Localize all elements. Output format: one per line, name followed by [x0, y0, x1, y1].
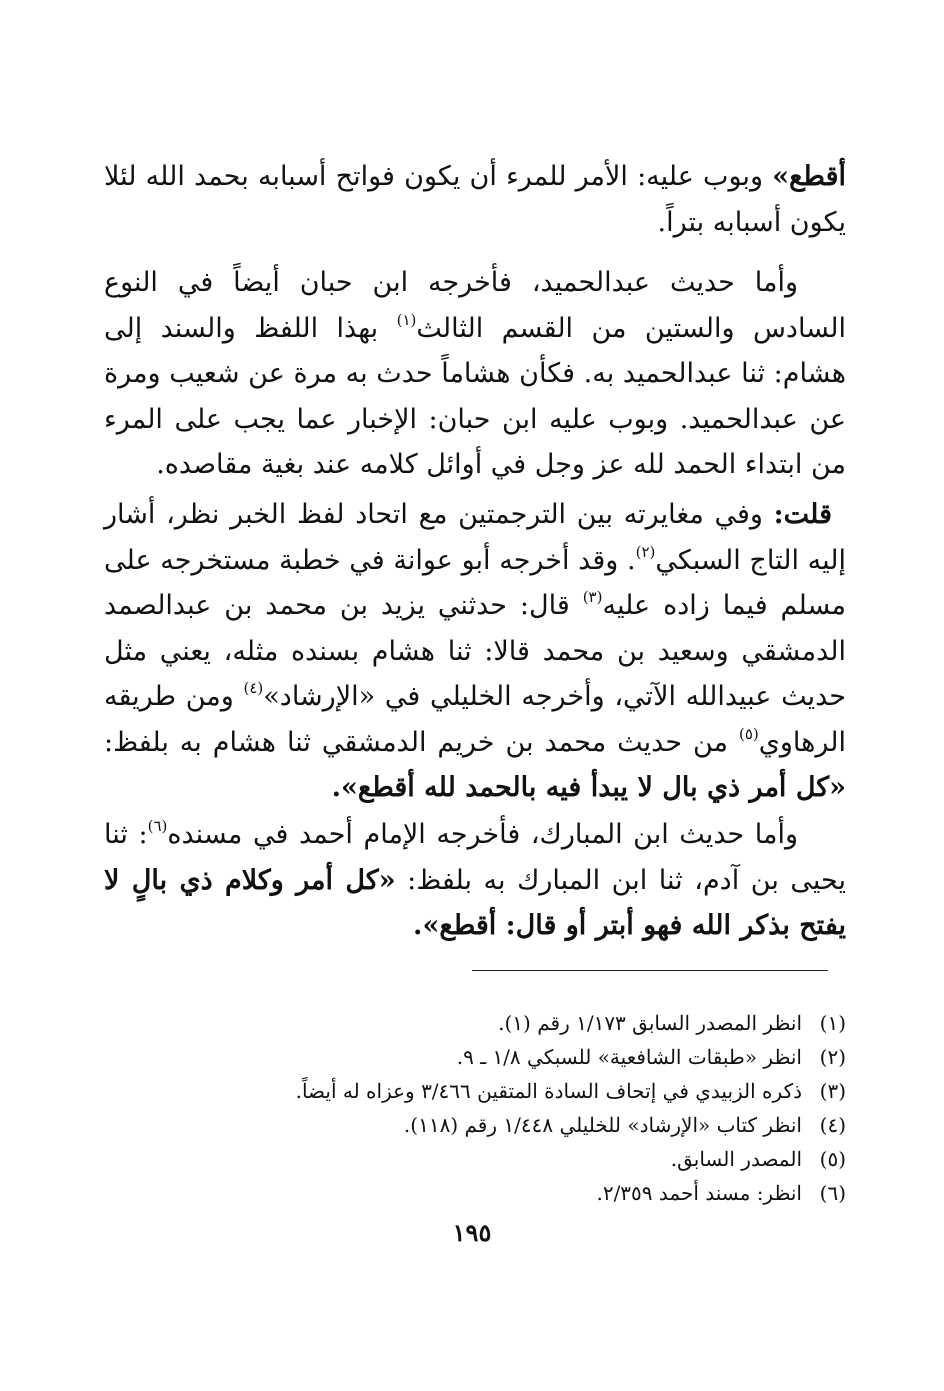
footnote-number: (٥) — [819, 1147, 846, 1171]
footnote-text: انظر: مسند أحمد ٢/٣٥٩. — [596, 1181, 802, 1205]
footnote-ref-4[interactable]: (٤) — [243, 679, 264, 697]
footnote-6 — [250, 1176, 846, 1210]
footnote-ref-3[interactable]: (٣) — [582, 588, 603, 606]
qult-label: قلت: — [773, 499, 832, 530]
footnote-separator — [472, 970, 828, 971]
paragraph-4-text-a: وأما حديث ابن المبارك، فأخرجه الإمام أحمد في مسنده — [167, 819, 798, 850]
footnote-5 — [250, 1142, 846, 1176]
footnote-number: (٣) — [819, 1079, 846, 1103]
footnote-text: انظر «طبقات الشافعية» للسبكي ١/٨ ـ ٩. — [456, 1045, 802, 1069]
paragraph-3 — [104, 492, 846, 811]
footnote-ref-6[interactable]: (٦) — [147, 817, 168, 835]
paragraph-3-text-b: . وقد أخرجه أبو عوانة في خطبة مستخرجه على مسلم فيما زاده عليه — [104, 544, 846, 621]
footnote-ref-1[interactable]: (١) — [396, 310, 417, 329]
paragraph-3-block — [104, 492, 846, 811]
paragraph-2-text-b: بهذا اللفظ والسند إلى هشام: ثنا عبدالحميد به. فكأن هشاماً حدث به مرة عن شعيب ومرة عن عبدالحميد. وبوب عليه ابن حبان: الإخبار عما يجب على المرء من ابتداء الحمد لله عز وجل في أوائل كلامه عند بغية مقاصده. — [104, 312, 846, 480]
footnote-text: انظر المصدر السابق ١/١٧٣ رقم (١). — [498, 1011, 802, 1035]
footnote-number: (٢) — [819, 1045, 846, 1069]
paragraph-2-text-a: وأما حديث عبدالحميد، فأخرجه ابن حبان أيضاً في النوع السادس والستين من القسم الثالث — [104, 267, 846, 344]
paragraph-2-block — [104, 260, 846, 488]
footnote-text: انظر كتاب «الإرشاد» للخليلي ١/٤٤٨ رقم (١١٨). — [403, 1113, 802, 1137]
footnote-4 — [250, 1108, 846, 1142]
footnote-ref-2[interactable]: (٢) — [635, 542, 656, 561]
paragraph-4 — [104, 812, 846, 949]
footnote-1 — [250, 1006, 846, 1040]
paragraph-3-text-a: وفي مغايرته بين الترجمتين مع اتحاد لفظ الخبر نظر، أشار إليه التاج السبكي — [104, 499, 846, 576]
page-number: ١٩٥ — [452, 1218, 492, 1247]
footnote-2 — [250, 1040, 846, 1074]
hadith-quote-1: «كل أمر ذي بال لا يبدأ فيه بالحمد لله أقطع». — [331, 772, 846, 803]
footnote-number: (٦) — [819, 1181, 846, 1205]
paragraph-4-block — [104, 812, 846, 949]
footnotes — [250, 1006, 846, 1210]
footnote-number: (١) — [819, 1011, 846, 1035]
paragraph-1 — [104, 154, 846, 245]
paragraph-2 — [104, 260, 846, 488]
paragraph-3-text-c: قال: حدثني يزيد بن محمد بن عبدالصمد الدمشقي وسعيد بن محمد قالا: ثنا هشام بسنده مثله، يعني مثل حديث عبيدالله الآتي، وأخرجه الخليلي في «الإرشاد» — [104, 590, 846, 712]
footnote-number: (٤) — [819, 1113, 846, 1137]
footnote-ref-5[interactable]: (٥) — [738, 724, 759, 743]
paragraph-4-text-b: : ثنا يحيى بن آدم، ثنا ابن المبارك به بلفظ: — [104, 819, 846, 896]
hadith-ending: أقطع» — [772, 161, 846, 192]
main-text — [104, 154, 846, 245]
hadith-quote-2: «كل أمر وكلام ذي بالٍ لا يفتح بذكر الله فهو أبتر أو قال: أقطع». — [104, 864, 846, 941]
paragraph-3-text-d: ومن طريقه الرهاوي — [104, 681, 846, 758]
paragraph-3-text-e: من حديث محمد بن خريم الدمشقي ثنا هشام به بلفظ: — [104, 726, 739, 758]
footnote-3 — [250, 1074, 846, 1108]
paragraph-1-text: وبوب عليه: الأمر للمرء أن يكون فواتح أسبابه بحمد الله لئلا يكون أسبابه بتراً. — [104, 161, 846, 238]
footnote-text: ذكره الزبيدي في إتحاف السادة المتقين ٣/٤٦٦ وعزاه له أيضاً. — [295, 1079, 802, 1103]
footnote-text: المصدر السابق. — [670, 1147, 802, 1171]
